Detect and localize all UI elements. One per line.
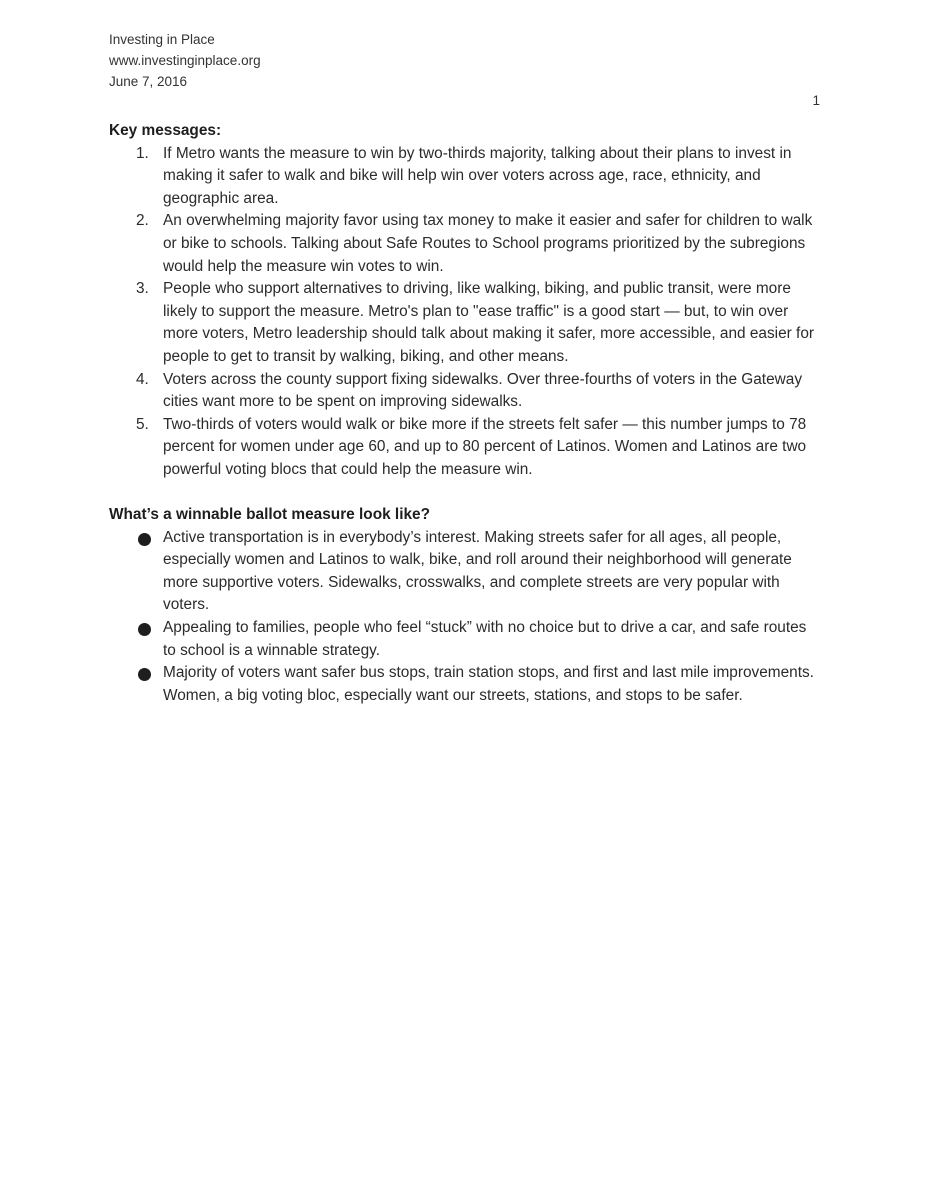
list-item — [109, 210, 821, 278]
section-spacer — [109, 482, 821, 505]
list-item — [109, 662, 821, 707]
list-item-text: Two-thirds of voters would walk or bike more if the streets felt safer — this number jumps to 78 percent for women under age 60, and up to 80 percent of Latinos. Women and Latinos are two powerful voting blocs that could help the measure win. — [163, 415, 807, 478]
header-org: Investing in Place — [109, 32, 215, 47]
key-messages-list — [109, 143, 821, 482]
list-item-text: Appealing to families, people who feel “stuck” with no choice but to drive a car, and safe routes to school is a winnable strategy. — [163, 619, 807, 659]
list-number: 3. — [136, 280, 149, 298]
list-number: 1. — [136, 144, 149, 162]
key-messages-heading: Key messages: — [109, 122, 222, 139]
list-item — [109, 414, 821, 482]
page-header — [109, 29, 261, 92]
bullet-icon — [138, 623, 151, 636]
list-item-text: An overwhelming majority favor using tax money to make it easier and safer for children to walk or bike to schools. Talking about Safe Routes to School programs prioritized by the subregions would help the measure win votes to win. — [163, 212, 813, 275]
list-item-text: Active transportation is in everybody’s interest. Making streets safer for all ages, all people, especially women and Latinos to walk, bike, and roll around their neighborhood will generate more supportive voters. Sidewalks, crosswalks, and complete streets are very popular with voters. — [163, 528, 792, 614]
list-item — [109, 143, 821, 211]
page-number: 1 — [812, 93, 820, 108]
header-date: June 7, 2016 — [109, 74, 188, 89]
list-number: 4. — [136, 370, 149, 388]
list-item — [109, 617, 821, 662]
list-item — [109, 278, 821, 368]
list-number: 2. — [136, 212, 149, 230]
list-number: 5. — [136, 415, 149, 433]
document-body — [109, 120, 821, 707]
list-item-text: Majority of voters want safer bus stops, train station stops, and first and last mile improvements. Women, a big voting bloc, especially want our streets, stations, and stops to be safer. — [163, 664, 814, 704]
winnable-list — [109, 527, 821, 708]
list-item — [109, 369, 821, 414]
list-item-text: If Metro wants the measure to win by two-thirds majority, talking about their plans to invest in making it safer to walk and bike will help win over voters across age, race, ethnicity, and geographic area. — [163, 144, 792, 207]
list-item-text: Voters across the county support fixing sidewalks. Over three-fourths of voters in the Gateway cities want more to be spent on improving sidewalks. — [163, 370, 803, 411]
list-item-text: People who support alternatives to driving, like walking, biking, and public transit, were more likely to support the measure. Metro's plan to "ease traffic" is a good start — but, to win over more voters, Metro leadership should talk about making it safer, more accessible, and easier for people to get to transit by walking, biking, and other means. — [163, 280, 814, 365]
bullet-icon — [138, 668, 151, 681]
winnable-heading: What’s a winnable ballot measure look like? — [109, 506, 431, 524]
list-item — [109, 527, 821, 617]
bullet-icon — [138, 533, 151, 546]
header-url: www.investinginplace.org — [109, 53, 261, 68]
